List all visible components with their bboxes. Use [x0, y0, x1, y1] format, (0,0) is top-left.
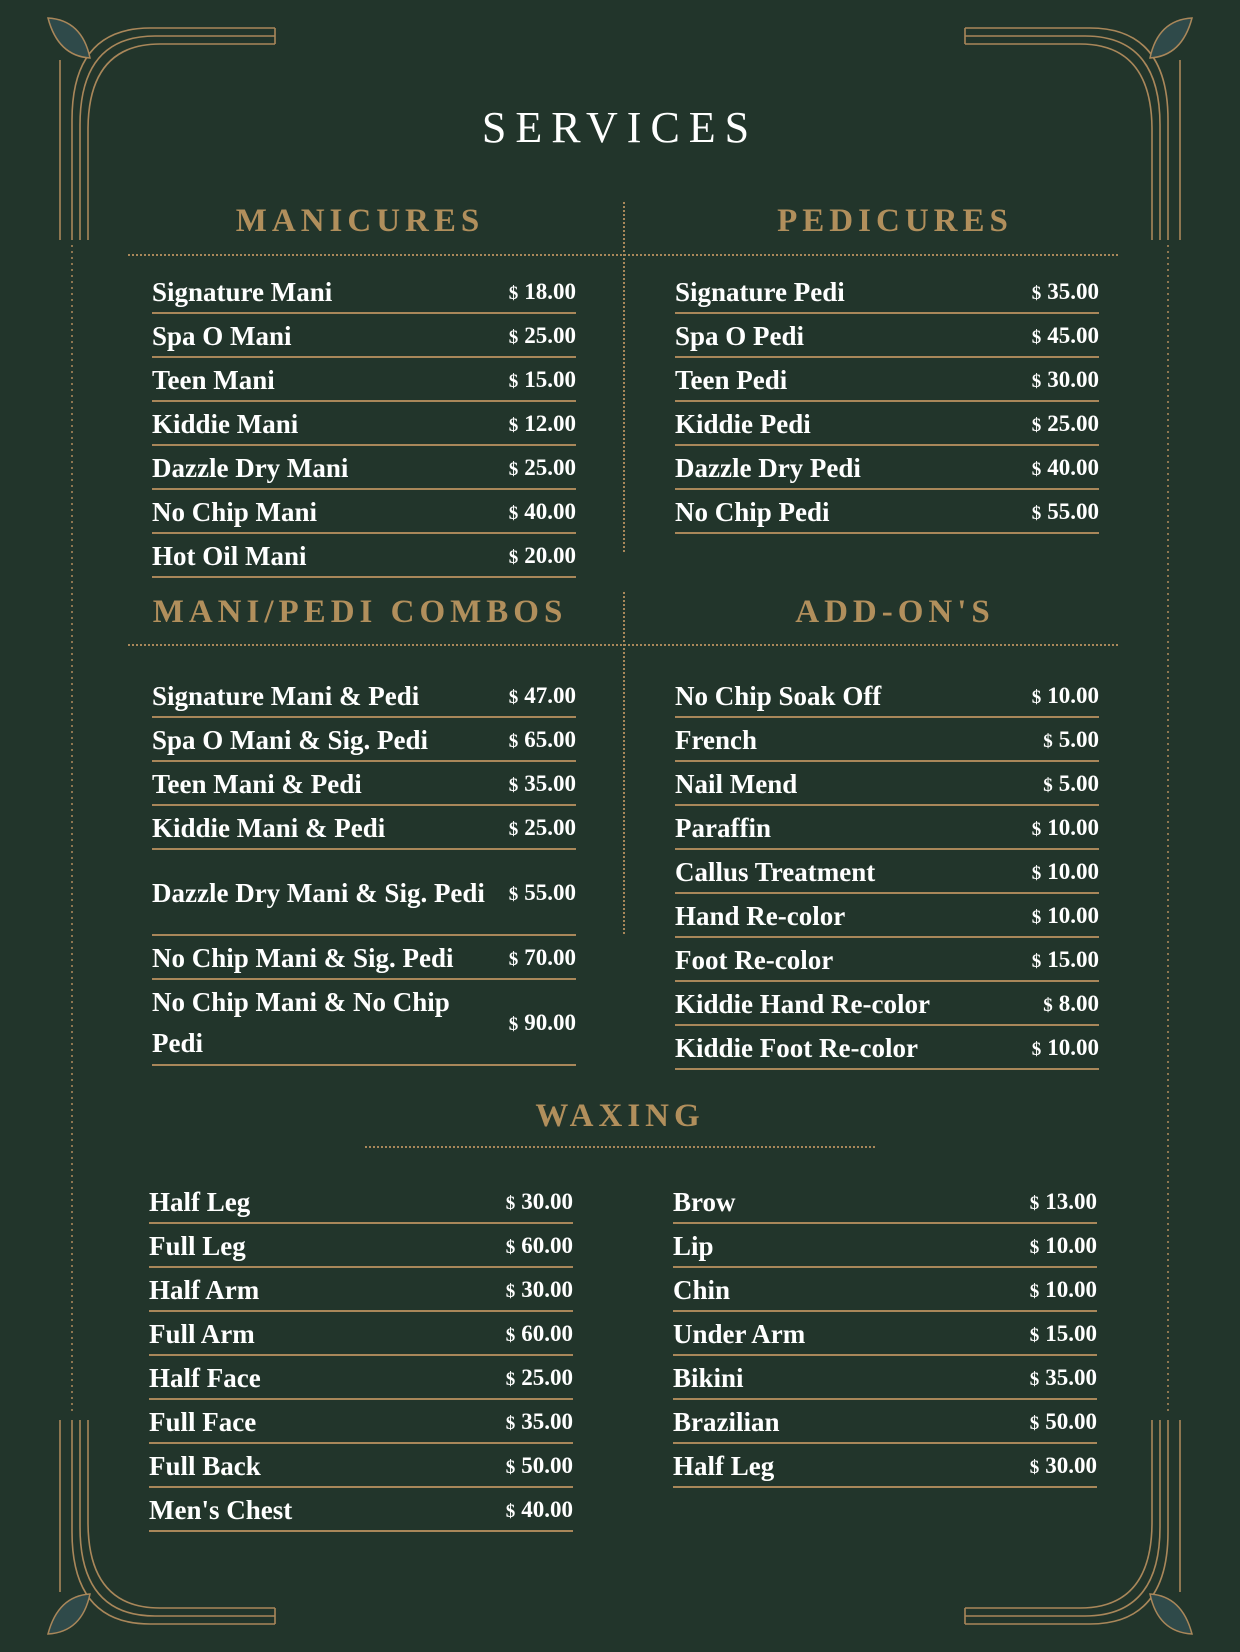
list-item — [152, 806, 576, 850]
service-price — [509, 365, 576, 393]
list-item — [675, 402, 1099, 446]
currency-symbol: $ — [508, 687, 519, 708]
service-name: Signature Mani & Pedi — [152, 680, 420, 711]
service-price — [1043, 989, 1099, 1017]
list-item — [673, 1400, 1097, 1444]
currency-symbol: $ — [508, 884, 519, 905]
currency-symbol: $ — [505, 1457, 516, 1478]
list-item — [152, 534, 576, 578]
price-amount: 55.00 — [1047, 499, 1099, 524]
service-name: Full Arm — [149, 1318, 255, 1349]
price-amount: 47.00 — [524, 683, 576, 708]
list-item — [675, 446, 1099, 490]
service-price — [1032, 1033, 1099, 1061]
currency-symbol: $ — [508, 1014, 519, 1035]
currency-symbol: $ — [508, 283, 519, 304]
list-item — [152, 850, 576, 936]
divider — [365, 1146, 875, 1148]
price-amount: 15.00 — [1047, 947, 1099, 972]
service-name: Spa O Mani & Sig. Pedi — [152, 724, 429, 755]
waxing-list-left — [149, 1180, 573, 1532]
currency-symbol: $ — [505, 1413, 516, 1434]
list-item — [675, 490, 1099, 534]
service-price — [509, 878, 576, 906]
service-price — [1030, 1187, 1097, 1215]
service-price — [509, 277, 576, 305]
service-name: Full Leg — [149, 1230, 246, 1261]
list-item — [152, 446, 576, 490]
service-name: Dazzle Dry Pedi — [675, 452, 861, 483]
currency-symbol: $ — [1031, 863, 1042, 884]
currency-symbol: $ — [1031, 371, 1042, 392]
list-item — [152, 402, 576, 446]
service-name: Signature Mani — [152, 276, 333, 307]
price-amount: 13.00 — [1045, 1189, 1097, 1214]
pedicures-heading: PEDICURES — [777, 203, 1013, 239]
waxing-heading: WAXING — [535, 1098, 705, 1134]
price-amount: 12.00 — [524, 411, 576, 436]
service-price — [1030, 1407, 1097, 1435]
price-amount: 30.00 — [521, 1277, 573, 1302]
service-price — [506, 1451, 573, 1479]
service-name: Kiddie Mani & Pedi — [152, 812, 386, 843]
service-name: No Chip Pedi — [675, 496, 830, 527]
price-amount: 35.00 — [1047, 279, 1099, 304]
price-amount: 50.00 — [1045, 1409, 1097, 1434]
leaf-icon — [1150, 1594, 1192, 1634]
service-name: Signature Pedi — [675, 276, 845, 307]
service-price — [1030, 1231, 1097, 1259]
currency-symbol: $ — [1031, 459, 1042, 480]
service-name: Full Back — [149, 1450, 261, 1481]
list-item — [675, 894, 1099, 938]
price-amount: 35.00 — [521, 1409, 573, 1434]
list-item — [675, 718, 1099, 762]
price-amount: 40.00 — [521, 1497, 573, 1522]
list-item — [152, 358, 576, 402]
service-price — [509, 409, 576, 437]
currency-symbol: $ — [505, 1325, 516, 1346]
leaf-icon — [1150, 18, 1192, 58]
service-price — [1030, 1451, 1097, 1479]
service-name: No Chip Mani & No Chip Pedi — [152, 987, 450, 1058]
price-amount: 30.00 — [1045, 1453, 1097, 1478]
list-item — [149, 1312, 573, 1356]
price-amount: 65.00 — [524, 727, 576, 752]
list-item — [675, 314, 1099, 358]
list-item — [673, 1180, 1097, 1224]
price-amount: 45.00 — [1047, 323, 1099, 348]
service-name: Chin — [673, 1274, 731, 1305]
service-name: Lip — [673, 1230, 714, 1261]
currency-symbol: $ — [1031, 951, 1042, 972]
column-divider — [623, 202, 625, 552]
service-price — [506, 1275, 573, 1303]
combos-list — [152, 674, 576, 1066]
service-price — [509, 321, 576, 349]
service-name: Half Arm — [149, 1274, 260, 1305]
service-name: No Chip Mani & Sig. Pedi — [152, 942, 454, 973]
currency-symbol: $ — [508, 415, 519, 436]
currency-symbol: $ — [1031, 415, 1042, 436]
service-price — [509, 769, 576, 797]
price-amount: 10.00 — [1045, 1277, 1097, 1302]
currency-symbol: $ — [508, 775, 519, 796]
currency-symbol: $ — [1031, 283, 1042, 304]
service-price — [509, 725, 576, 753]
currency-symbol: $ — [508, 949, 519, 970]
price-amount: 35.00 — [1045, 1365, 1097, 1390]
price-amount: 25.00 — [524, 455, 576, 480]
price-amount: 40.00 — [524, 499, 576, 524]
service-price — [1032, 813, 1099, 841]
list-item — [149, 1180, 573, 1224]
service-price — [509, 813, 576, 841]
price-amount: 25.00 — [524, 323, 576, 348]
service-name: Hand Re-color — [675, 900, 846, 931]
currency-symbol: $ — [1031, 1039, 1042, 1060]
currency-symbol: $ — [1029, 1325, 1040, 1346]
price-amount: 40.00 — [1047, 455, 1099, 480]
service-price — [506, 1231, 573, 1259]
currency-symbol: $ — [508, 503, 519, 524]
list-item — [152, 314, 576, 358]
service-price — [509, 1008, 576, 1036]
service-price — [1032, 857, 1099, 885]
currency-symbol: $ — [1029, 1193, 1040, 1214]
price-amount: 8.00 — [1058, 991, 1099, 1016]
price-amount: 5.00 — [1058, 727, 1099, 752]
list-item — [152, 980, 576, 1066]
currency-symbol: $ — [1029, 1237, 1040, 1258]
service-price — [1030, 1363, 1097, 1391]
currency-symbol: $ — [505, 1193, 516, 1214]
service-price — [1032, 497, 1099, 525]
list-item — [675, 1026, 1099, 1070]
list-item — [152, 270, 576, 314]
currency-symbol: $ — [505, 1281, 516, 1302]
currency-symbol: $ — [1043, 775, 1053, 796]
price-amount: 15.00 — [1045, 1321, 1097, 1346]
currency-symbol: $ — [1031, 327, 1042, 348]
service-name: Hot Oil Mani — [152, 540, 307, 571]
manicures-heading: MANICURES — [235, 203, 485, 239]
price-amount: 10.00 — [1047, 815, 1099, 840]
service-name: Kiddie Pedi — [675, 408, 811, 439]
service-name: Spa O Pedi — [675, 320, 805, 351]
service-price — [1030, 1319, 1097, 1347]
price-amount: 10.00 — [1045, 1233, 1097, 1258]
service-price — [1032, 681, 1099, 709]
service-price — [1032, 945, 1099, 973]
currency-symbol: $ — [505, 1501, 516, 1522]
service-price — [1032, 321, 1099, 349]
service-name: Half Leg — [673, 1450, 775, 1481]
service-price — [509, 943, 576, 971]
service-name: Teen Pedi — [675, 364, 788, 395]
service-name: Bikini — [673, 1362, 744, 1393]
list-item — [675, 806, 1099, 850]
list-item — [149, 1268, 573, 1312]
price-amount: 5.00 — [1058, 771, 1099, 796]
currency-symbol: $ — [508, 547, 519, 568]
price-amount: 25.00 — [524, 815, 576, 840]
service-price — [1032, 409, 1099, 437]
service-name: No Chip Soak Off — [675, 680, 882, 711]
service-name: Nail Mend — [675, 768, 798, 799]
currency-symbol: $ — [1029, 1413, 1040, 1434]
price-amount: 15.00 — [524, 367, 576, 392]
currency-symbol: $ — [505, 1237, 516, 1258]
service-name: Kiddie Foot Re-color — [675, 1032, 918, 1063]
column-divider — [623, 592, 625, 934]
waxing-list-right — [673, 1180, 1097, 1488]
service-price — [506, 1187, 573, 1215]
service-name: No Chip Mani — [152, 496, 318, 527]
list-item — [673, 1268, 1097, 1312]
service-price — [509, 453, 576, 481]
service-name: Kiddie Mani — [152, 408, 299, 439]
list-item — [149, 1356, 573, 1400]
price-amount: 35.00 — [524, 771, 576, 796]
service-price — [509, 497, 576, 525]
list-item — [675, 938, 1099, 982]
list-item — [152, 762, 576, 806]
service-name: Kiddie Hand Re-color — [675, 988, 930, 1019]
price-amount: 90.00 — [524, 1010, 576, 1035]
service-name: Men's Chest — [149, 1494, 293, 1525]
service-price — [1030, 1275, 1097, 1303]
price-amount: 18.00 — [524, 279, 576, 304]
service-price — [1032, 901, 1099, 929]
service-name: Teen Mani & Pedi — [152, 768, 362, 799]
price-amount: 30.00 — [1047, 367, 1099, 392]
pedicures-list — [675, 270, 1099, 534]
price-amount: 10.00 — [1047, 903, 1099, 928]
price-amount: 55.00 — [524, 880, 576, 905]
price-amount: 60.00 — [521, 1233, 573, 1258]
service-name: Dazzle Dry Mani & Sig. Pedi — [152, 877, 485, 908]
currency-symbol: $ — [505, 1369, 516, 1390]
list-item — [673, 1356, 1097, 1400]
service-name: Half Face — [149, 1362, 261, 1393]
price-amount: 30.00 — [521, 1189, 573, 1214]
service-name: Callus Treatment — [675, 856, 876, 887]
manicures-list — [152, 270, 576, 578]
list-item — [149, 1488, 573, 1532]
list-item — [149, 1224, 573, 1268]
price-amount: 20.00 — [524, 543, 576, 568]
service-price — [1032, 277, 1099, 305]
list-item — [149, 1444, 573, 1488]
price-amount: 10.00 — [1047, 683, 1099, 708]
addons-heading: ADD-ON'S — [795, 594, 995, 630]
service-price — [509, 541, 576, 569]
list-item — [675, 982, 1099, 1026]
leaf-icon — [48, 18, 90, 58]
currency-symbol: $ — [1031, 819, 1042, 840]
service-price — [1032, 365, 1099, 393]
list-item — [152, 936, 576, 980]
currency-symbol: $ — [1031, 687, 1042, 708]
service-price — [506, 1495, 573, 1523]
price-amount: 10.00 — [1047, 1035, 1099, 1060]
price-amount: 10.00 — [1047, 859, 1099, 884]
service-price — [509, 681, 576, 709]
page-title: SERVICES — [481, 103, 759, 152]
service-price — [506, 1319, 573, 1347]
list-item — [673, 1312, 1097, 1356]
price-amount: 25.00 — [521, 1365, 573, 1390]
service-name: Brazilian — [673, 1406, 780, 1437]
list-item — [675, 358, 1099, 402]
service-price — [1043, 769, 1099, 797]
service-name: Teen Mani — [152, 364, 275, 395]
service-name: Dazzle Dry Mani — [152, 452, 349, 483]
price-amount: 60.00 — [521, 1321, 573, 1346]
list-item — [675, 270, 1099, 314]
service-price — [506, 1407, 573, 1435]
list-item — [152, 718, 576, 762]
list-item — [675, 762, 1099, 806]
price-amount: 50.00 — [521, 1453, 573, 1478]
currency-symbol: $ — [1031, 503, 1042, 524]
currency-symbol: $ — [508, 459, 519, 480]
currency-symbol: $ — [1029, 1369, 1040, 1390]
price-amount: 25.00 — [1047, 411, 1099, 436]
combos-heading: MANI/PEDI COMBOS — [152, 594, 568, 630]
service-name: Brow — [673, 1186, 736, 1217]
list-item — [152, 674, 576, 718]
list-item — [673, 1224, 1097, 1268]
currency-symbol: $ — [508, 731, 519, 752]
service-name: Paraffin — [675, 812, 771, 843]
service-price — [1043, 725, 1099, 753]
list-item — [149, 1400, 573, 1444]
service-name: Foot Re-color — [675, 944, 834, 975]
service-name: Half Leg — [149, 1186, 251, 1217]
currency-symbol: $ — [508, 371, 519, 392]
currency-symbol: $ — [508, 327, 519, 348]
currency-symbol: $ — [1043, 995, 1053, 1016]
service-name: Full Face — [149, 1406, 257, 1437]
currency-symbol: $ — [508, 819, 519, 840]
addons-list — [675, 674, 1099, 1070]
currency-symbol: $ — [1043, 731, 1053, 752]
list-item — [675, 850, 1099, 894]
price-amount: 70.00 — [524, 945, 576, 970]
list-item — [152, 490, 576, 534]
currency-symbol: $ — [1029, 1281, 1040, 1302]
leaf-icon — [48, 1594, 90, 1634]
service-name: French — [675, 724, 757, 755]
service-name: Under Arm — [673, 1318, 806, 1349]
service-name: Spa O Mani — [152, 320, 292, 351]
currency-symbol: $ — [1031, 907, 1042, 928]
service-price — [506, 1363, 573, 1391]
currency-symbol: $ — [1029, 1457, 1040, 1478]
list-item — [675, 674, 1099, 718]
list-item — [673, 1444, 1097, 1488]
service-price — [1032, 453, 1099, 481]
